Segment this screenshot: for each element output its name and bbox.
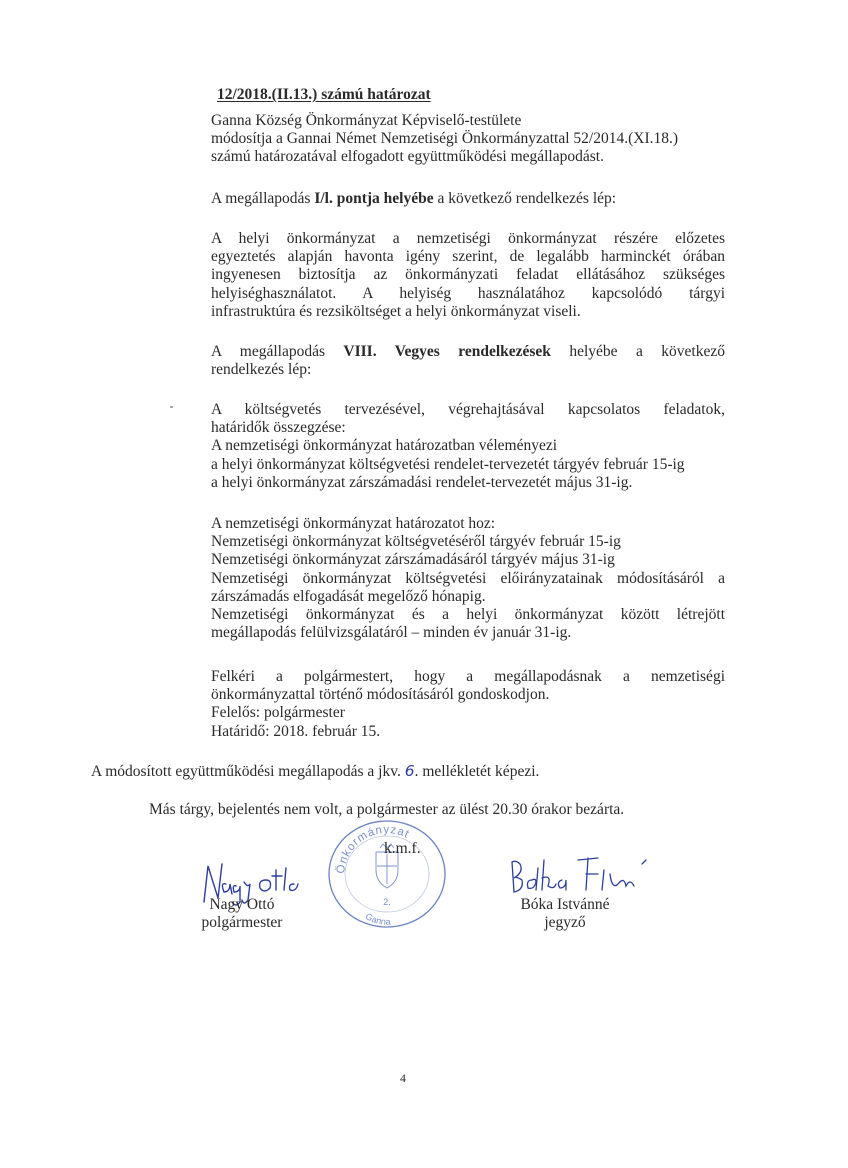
paragraph-line: helyiséghasználatot. A helyiség használatához kapcsolódó tárgyi: [211, 284, 725, 302]
seal-top-text: Önkormányzat: [334, 823, 412, 875]
seal-bottom-text: Ganna: [363, 911, 391, 927]
paragraph-line: a helyi önkormányzat költségvetési rendelet-tervezetét tárgyév február 15-ig: [211, 455, 685, 473]
text-run: a következő rendelkezés lép:: [433, 190, 617, 207]
paragraph-line: A költségvetés tervezésével, végrehajtásával kapcsolatos feladatok,: [211, 401, 725, 418]
paragraph-line: Határidő: 2018. február 15.: [211, 722, 381, 740]
paragraph-line: rendelkezés lép:: [211, 361, 312, 379]
notary-name: Bóka Istvánné: [520, 896, 610, 913]
official-seal: [326, 818, 448, 930]
paragraph-line: Nemzetiségi önkormányzat költségvetéséről tárgyév február 15-ig: [211, 533, 621, 551]
intro-line: módosítja a Gannai Német Nemzetiségi Önkormányzattal 52/2014.(XI.18.): [211, 130, 679, 148]
paragraph-line: határidők összegzése:: [211, 419, 346, 437]
paragraph-line: zárszámadás elfogadását megelőző hónapig.: [211, 587, 486, 605]
scan-speck: [170, 406, 173, 408]
intro-paragraph: [211, 112, 731, 167]
paragraph-decisions: [211, 515, 725, 642]
paragraph-line: önkormányzattal történő módosításáról gondoskodjon.: [211, 686, 550, 704]
closing-note: Más tárgy, bejelentés nem volt, a polgármester az ülést 20.30 órakor bezárta.: [149, 801, 625, 818]
signature-block-mayor: [172, 896, 312, 932]
notary-signature: [506, 850, 656, 902]
mayor-name: Nagy Ottó: [209, 896, 275, 913]
paragraph-line: Felkéri a polgármestert, hogy a megállapodásnak a nemzetiségi: [211, 668, 725, 685]
paragraph-line: ingyenesen biztosítja az önkormányzati feladat ellátásához szükséges: [211, 266, 725, 284]
bold-run: I/l. pontja helyébe: [314, 190, 434, 207]
paragraph-line: Nemzetiségi önkormányzat zárszámadásáról tárgyév május 31-ig: [211, 551, 615, 569]
paragraph-line: Nemzetiségi önkormányzat és a helyi önkormányzat között létrejött: [211, 606, 725, 624]
signature-block-notary: [505, 896, 625, 932]
paragraph-line: [211, 190, 725, 208]
notary-role: jegyző: [544, 914, 586, 931]
mayor-role: polgármester: [201, 914, 283, 931]
paragraph-amendment-2: [211, 343, 725, 379]
paragraph-line: infrastruktúra és rezsiköltséget a helyi önkormányzat viseli.: [211, 302, 581, 320]
text-run: A megállapodás: [211, 343, 344, 360]
intro-line: számú határozatával elfogadott együttműködési megállapodást.: [211, 148, 604, 166]
paragraph-premises: [211, 230, 725, 321]
resolution-title: 12/2018.(II.13.) számú határozat: [217, 86, 431, 103]
paragraph-line: A nemzetiségi önkormányzat határozatban véleményezi: [211, 437, 558, 455]
paragraph-line: Nemzetiségi önkormányzat költségvetési előirányzatainak módosításáról a: [211, 569, 725, 587]
bold-run: VIII. Vegyes rendelkezések: [343, 343, 551, 360]
paragraph-line: a helyi önkormányzat zárszámadási rendelet-tervezetét május 31-ig.: [211, 473, 633, 491]
text-run: A módosított együttműködési megállapodás a jkv.: [91, 763, 405, 780]
paragraph-line: A helyi önkormányzat a nemzetiségi önkormányzat részére előzetes: [211, 230, 725, 247]
text-run: helyébe a következő: [550, 343, 725, 360]
seal-number: 2.: [383, 897, 391, 907]
handwritten-annex-number: 6: [404, 762, 415, 780]
paragraph-amendment-1: [211, 190, 725, 208]
paragraph-line: Felelős: polgármester: [211, 704, 345, 722]
paragraph-line: egyeztetés alapján havonta igény szerint, de legalább harminckét órában: [211, 248, 725, 266]
paragraph-line: A nemzetiségi önkormányzat határozatot hoz:: [211, 515, 496, 532]
annex-note: [91, 762, 539, 781]
page-number: 4: [400, 1071, 406, 1085]
intro-line: Ganna Község Önkormányzat Képviselő-testülete: [211, 112, 522, 129]
paragraph-line: [211, 343, 725, 361]
paragraph-line: megállapodás felülvizsgálatáról – minden év január 31-ig.: [211, 624, 572, 642]
kmf-label: k.m.f.: [384, 840, 421, 857]
paragraph-budget: [211, 401, 725, 492]
text-run: . mellékletét képezi.: [414, 763, 540, 780]
text-run: A megállapodás: [211, 190, 315, 207]
paragraph-mandate: [211, 668, 725, 741]
